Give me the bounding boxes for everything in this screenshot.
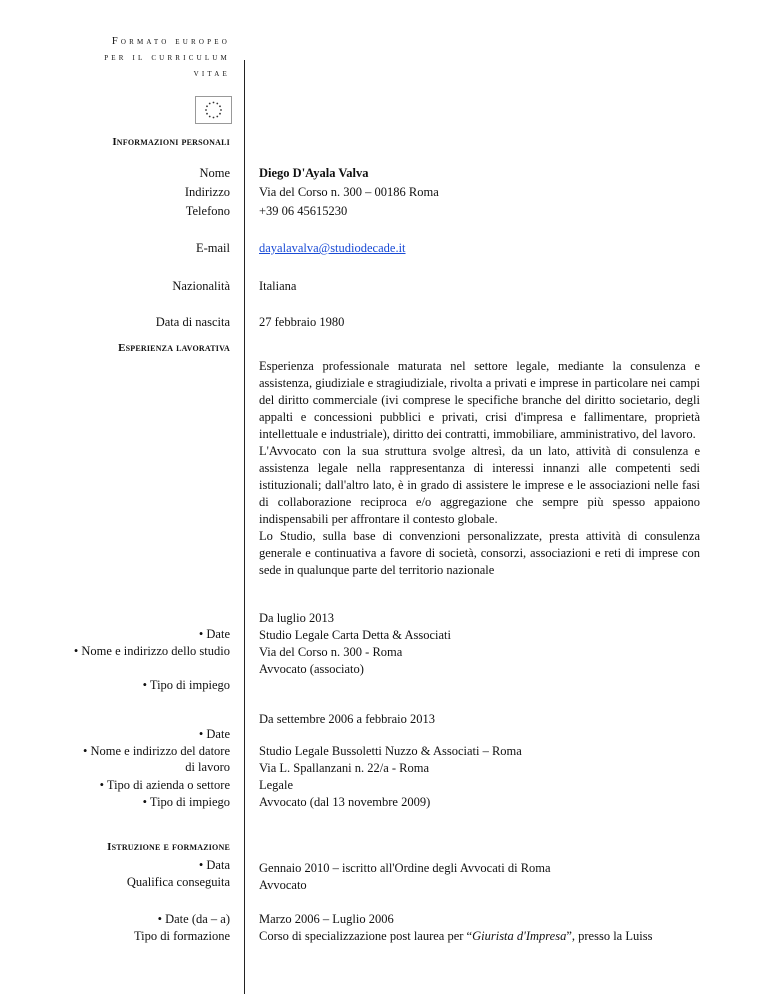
email-link[interactable]: dayalavalva@studiodecade.it (259, 241, 406, 255)
job2-employer-name: Studio Legale Bussoletti Nuzzo & Associati – Roma (259, 744, 522, 758)
edu1-date: Gennaio 2010 – iscritto all'Ordine degli Avvocati di Roma (259, 861, 551, 875)
label-phone: Telefono (185, 204, 230, 218)
experience-paragraph-3: Lo Studio, sulla base di convenzioni personalizzate, presta attività di consulenza generale e continuativa a favore di società, consorzi, associazioni e reti di imprese con sede in qualunque parte del territorio nazionale (259, 529, 700, 577)
section-title-experience: Esperienza lavorativa (118, 342, 230, 354)
edu1-label-qualification: Qualifica conseguita (126, 875, 230, 889)
experience-description (259, 358, 700, 579)
job2-label-employer-2: di lavoro (185, 760, 230, 774)
edu1-qualification: Avvocato (259, 878, 307, 892)
label-name: Nome (199, 166, 230, 180)
label-address: Indirizzo (184, 185, 230, 199)
job2-sector: Legale (259, 778, 294, 792)
job1-type: Avvocato (associato) (259, 662, 364, 676)
edu2-label-date: • Date (da – a) (157, 912, 230, 926)
edu2-date: Marzo 2006 – Luglio 2006 (259, 912, 394, 926)
edu1-label-date: • Data (198, 858, 230, 872)
job2-employer-address: Via L. Spallanzani n. 22/a - Roma (259, 761, 430, 775)
vertical-divider (244, 60, 245, 994)
edu2-type-italic: Giurista d'Impresa (472, 929, 567, 943)
value-name: Diego D'Ayala Valva (259, 166, 369, 180)
header-line-2: per il curriculum (104, 52, 230, 63)
job2-label-employer-1: • Nome e indirizzo del datore (82, 744, 230, 758)
job2-label-sector: • Tipo di azienda o settore (99, 778, 230, 792)
job2-label-date: • Date (198, 727, 230, 741)
job2-label-type: • Tipo di impiego (142, 795, 230, 809)
value-address: Via del Corso n. 300 – 00186 Roma (259, 185, 439, 199)
edu2-type-suffix: ”, presso la Luiss (566, 929, 653, 943)
label-birthdate: Data di nascita (155, 315, 230, 329)
experience-paragraph-1: Esperienza professionale maturata nel settore legale, mediante la consulenza e assistenza, giudiziale e stragiudiziale, rivolta a privati e imprese in particolare nei campi del diritto commerciale (ivi comprese le specifiche branche del diritto societario, degli appalti e concessioni pubblici e privati, crisi d'impresa e fallimentare, proprietà intellettuale e industriale), diritto dei contratti, immobiliare, amministrativo, del lavoro. (259, 359, 700, 441)
job1-label-date: • Date (198, 627, 230, 641)
edu2-type-prefix: Corso di specializzazione post laurea per “ (259, 929, 473, 943)
header-line-3: vitae (193, 68, 230, 79)
job2-type: Avvocato (dal 13 novembre 2009) (259, 795, 431, 809)
job1-label-employer: • Nome e indirizzo dello studio (73, 644, 230, 658)
value-birthdate: 27 febbraio 1980 (259, 315, 345, 329)
edu2-label-type: Tipo di formazione (133, 929, 230, 943)
job2-date: Da settembre 2006 a febbraio 2013 (259, 712, 435, 726)
label-email: E-mail (195, 241, 230, 255)
experience-paragraph-2: L'Avvocato con la sua struttura svolge altresì, da un lato, attività di consulenza e assistenza legale nella rappresentanza di interessi innanzi alle competenti sedi istituzionali; dall'altro lato, è in grado di assistere le imprese e le associazioni nelle fasi di collaborazione reciproca e/o aggregazione che sempre più spesso appaiono indispensabili per affrontare il contesto globale. (259, 444, 700, 526)
job1-label-type: • Tipo di impiego (142, 678, 230, 692)
value-nationality: Italiana (259, 279, 297, 293)
job1-employer-address: Via del Corso n. 300 - Roma (259, 645, 403, 659)
job1-employer-name: Studio Legale Carta Detta & Associati (259, 628, 451, 642)
label-nationality: Nazionalità (172, 279, 230, 293)
eu-flag-icon (195, 96, 232, 124)
edu2-type (259, 928, 700, 945)
section-title-personal: Informazioni personali (112, 136, 230, 148)
job1-date: Da luglio 2013 (259, 611, 334, 625)
section-title-education: Istruzione e formazione (107, 841, 230, 853)
value-phone: +39 06 45615230 (259, 204, 348, 218)
header-line-1: Formato europeo (111, 36, 230, 47)
